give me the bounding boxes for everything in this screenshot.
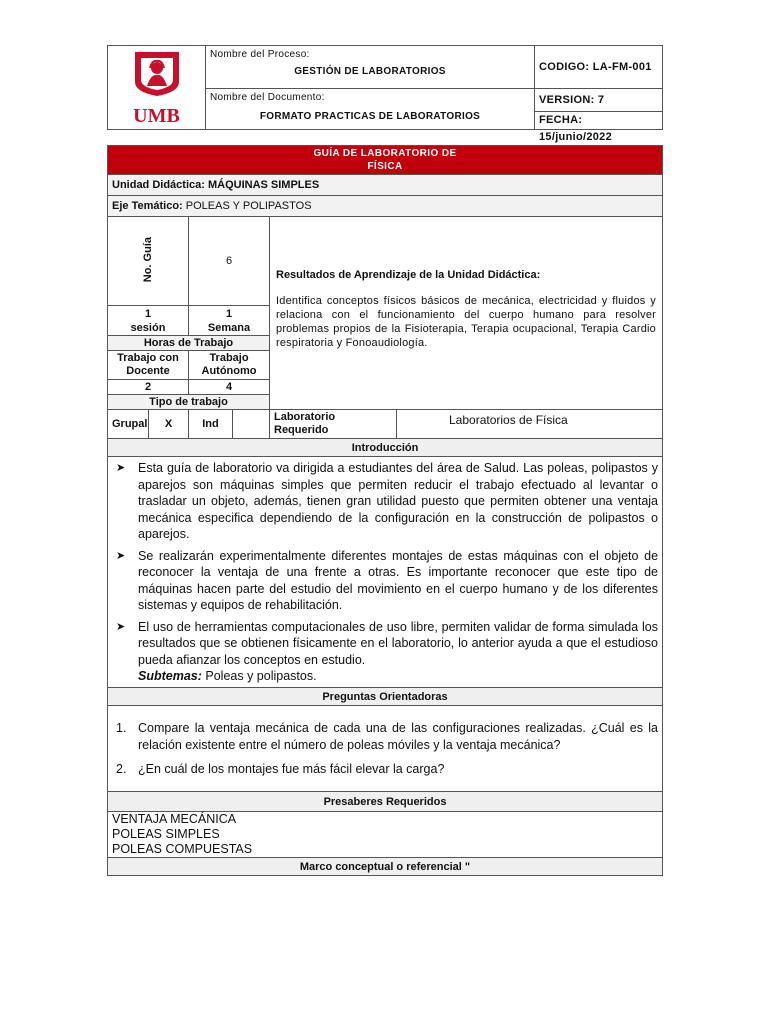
documento-value: FORMATO PRACTICAS DE LABORATORIOS xyxy=(259,111,481,122)
arrow-bullet-icon: ➤ xyxy=(116,620,126,633)
unidad-value: MÁQUINAS SIMPLES xyxy=(207,179,320,191)
resultados-text: Identifica conceptos físicos básicos de mecánica, electricidad y fluidos y relaciona con el funcionamiento del cuerpo humano para resolver problemas propios de la Fisioterapia, Terapia ocupacional, Terapia Cardio respiratoria y Fonoaudiología. xyxy=(276,295,657,349)
no-guia-label-cell xyxy=(108,217,189,306)
presaberes-title: Presaberes Requeridos xyxy=(108,792,663,812)
docente-label: Trabajo con Docente xyxy=(108,351,189,380)
presaber-item: POLEAS COMPUESTAS xyxy=(112,842,253,856)
unidad-label: Unidad Didáctica: xyxy=(112,179,205,191)
codigo: CODIGO: LA-FM-001 xyxy=(535,46,663,89)
presaber-item: POLEAS SIMPLES xyxy=(112,827,220,841)
semana-num: 1 xyxy=(225,307,233,320)
resultados-title: Resultados de Aprendizaje de la Unidad Didáctica: xyxy=(276,269,541,281)
resultados-cell xyxy=(270,217,663,410)
subtemas-label: Subtemas: xyxy=(138,669,202,683)
pregunta-text: ¿En cuál de los montajes fue más fácil elevar la carga? xyxy=(138,762,445,776)
preguntas-title: Preguntas Orientadoras xyxy=(108,688,663,706)
ind-label: Ind xyxy=(189,410,233,439)
proceso-value: GESTIÓN DE LABORATORIOS xyxy=(294,66,446,77)
autonomo-hours: 4 xyxy=(189,380,270,395)
intro-bullet xyxy=(112,548,658,614)
unidad-row xyxy=(108,175,663,196)
header-table xyxy=(107,45,663,143)
introduccion-body xyxy=(108,457,663,688)
tipo-label: Tipo de trabajo xyxy=(108,395,270,410)
introduccion-title: Introducción xyxy=(108,439,663,457)
ind-mark xyxy=(233,410,270,439)
lab-label: Laboratorio Requerido xyxy=(270,410,397,439)
docente-hours: 2 xyxy=(108,380,189,395)
eje-value: POLEAS Y POLIPASTOS xyxy=(185,200,312,212)
grupal-mark: X xyxy=(149,410,189,439)
guide-title-line1: GUÍA DE LABORATORIO DE xyxy=(313,148,457,159)
arrow-bullet-icon: ➤ xyxy=(116,549,126,562)
pregunta-item: 1. Compare la ventaja mecánica de cada una de las configuraciones realizadas. ¿Cuál es la relación existente entre el número de poleas móviles y la ventaja mecánica? xyxy=(116,721,659,752)
eje-row xyxy=(108,196,663,217)
guide-table xyxy=(107,145,663,876)
logo-text: UMB xyxy=(133,104,180,127)
logo-cell xyxy=(108,46,206,130)
subtemas-value: Poleas y polipastos. xyxy=(205,669,317,683)
sesion-label: sesión xyxy=(130,321,166,334)
fecha: FECHA: 15/junio/2022 xyxy=(539,114,612,143)
sesion-num: 1 xyxy=(144,307,152,320)
autonomo-label: Trabajo Autónomo xyxy=(189,351,270,380)
subtemas xyxy=(112,668,658,685)
intro-bullet-text: El uso de herramientas computacionales de uso libre, permiten validar de forma simulada los resultados que se obtienen físicamente en el laboratorio, lo anterior ayuda a que el estudioso pueda afianzar los conceptos en estudio. xyxy=(138,619,659,667)
no-guia-label: No. Guía xyxy=(142,236,154,283)
presaber-item: VENTAJA MECÁNICA xyxy=(112,812,237,826)
eje-label: Eje Temático: xyxy=(112,200,183,212)
semana-cell xyxy=(189,306,270,336)
documento-label: Nombre del Documento: xyxy=(210,92,325,103)
sesion-cell xyxy=(108,306,189,336)
intro-bullet-text: Esta guía de laboratorio va dirigida a estudiantes del área de Salud. Las poleas, polipastos y aparejos son máquinas simples que permiten reducir el trabajo efectuado al levantar o trasladar un objeto, además, tienen gran utilidad puesto que permiten obtener una ventaja mecánica especifica dependiendo de la configuración en la construcción de polipastos o aparejos. xyxy=(138,461,659,541)
intro-bullet-text: Se realizarán experimentalmente diferentes montajes de estas máquinas con el objeto de reconocer la ventaja de una frente a otras. Es importante reconocer que este tipo de máquinas hacen parte del estudio del movimiento en el cuerpo humano y de los diferentes sistemas y equipos de rehabilitación. xyxy=(138,548,659,612)
no-guia-value: 6 xyxy=(189,217,270,306)
grupal-label: Grupal xyxy=(108,410,149,439)
proceso-label: Nombre del Proceso: xyxy=(210,49,310,60)
preguntas-body xyxy=(108,706,663,792)
pregunta-text: Compare la ventaja mecánica de cada una de las configuraciones realizadas. ¿Cuál es la relación existente entre el número de poleas móviles y la ventaja mecánica? xyxy=(138,721,659,752)
marco-title: Marco conceptual o referencial " xyxy=(108,858,663,876)
presaberes-body xyxy=(108,812,663,858)
horas-label: Horas de Trabajo xyxy=(108,336,270,351)
pregunta-item: 2. ¿En cuál de los montajes fue más fácil elevar la carga? xyxy=(116,762,445,776)
guide-title-line2: FÍSICA xyxy=(367,161,403,172)
semana-label: Semana xyxy=(207,321,251,334)
lab-value: Laboratorios de Física xyxy=(397,410,663,439)
guide-title xyxy=(108,146,663,175)
version: VERSION: 7 xyxy=(535,89,662,112)
intro-bullet xyxy=(112,619,658,669)
intro-bullet xyxy=(112,460,658,543)
arrow-bullet-icon: ➤ xyxy=(116,462,126,474)
